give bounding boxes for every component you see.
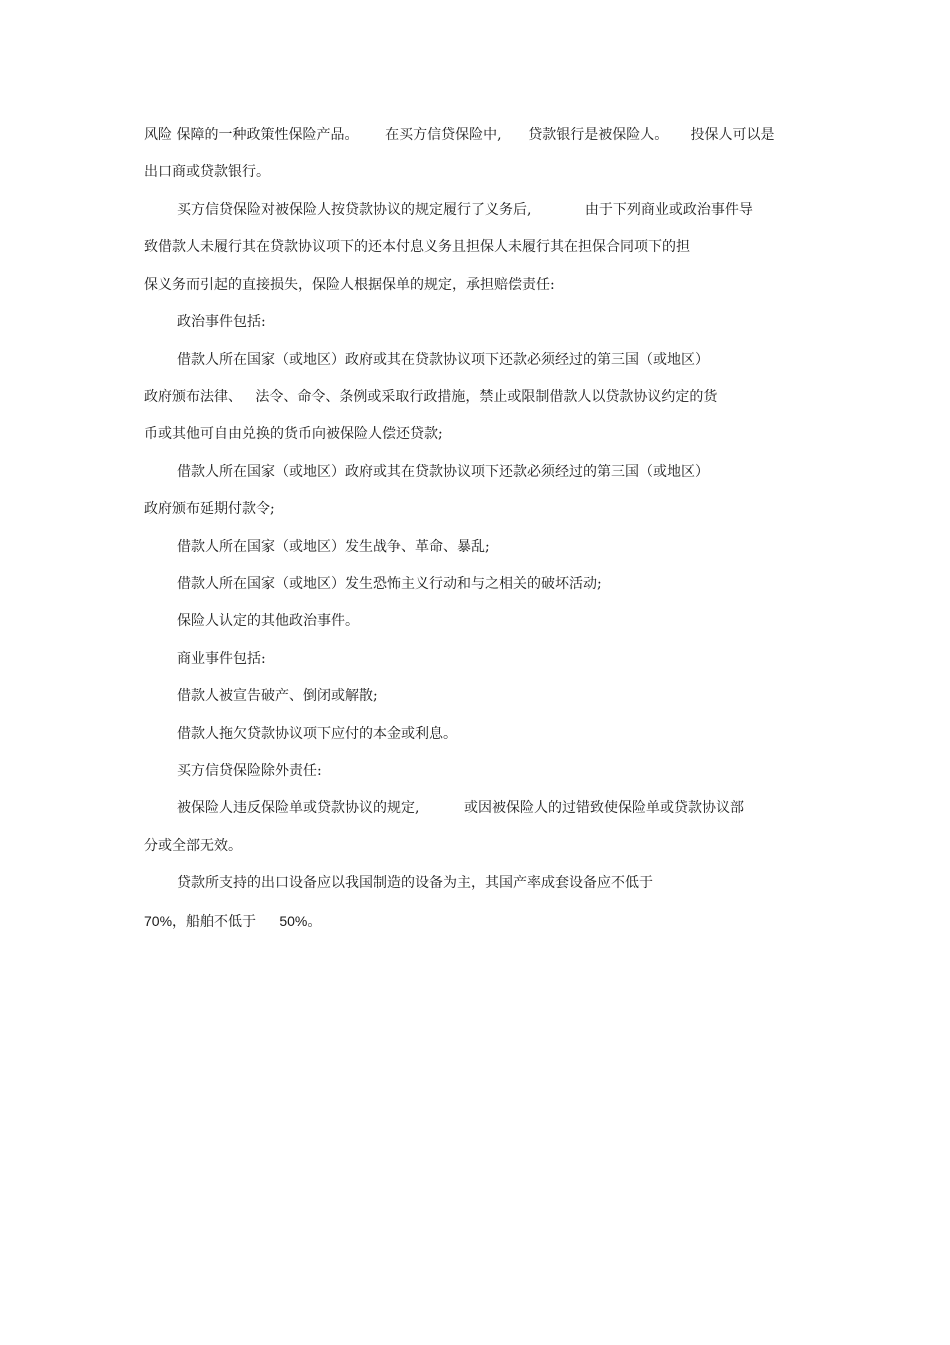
paragraph-line: 借款人所在国家（或地区）政府或其在贷款协议项下还款必须经过的第三国（或地区） — [177, 464, 709, 480]
paragraph-line: 买方信贷保险除外责任: — [177, 763, 322, 779]
paragraph-line: 贷款所支持的出口设备应以我国制造的设备为主，其国产率成套设备应不低于 — [177, 875, 653, 891]
paragraph-line: 币或其他可自由兑换的货币向被保险人偿还贷款; — [144, 426, 443, 442]
paragraph-line: 借款人所在国家（或地区）发生战争、革命、暴乱; — [177, 539, 490, 555]
paragraph-line: 买方信贷保险对被保险人按贷款协议的规定履行了义务后, 由于下列商业或政治事件导 — [177, 202, 753, 218]
paragraph-line: 借款人所在国家（或地区）发生恐怖主义行动和与之相关的破坏活动; — [177, 576, 602, 592]
paragraph-line: 分或全部无效。 — [144, 838, 242, 854]
paragraph-line: 借款人拖欠贷款协议项下应付的本金或利息。 — [177, 726, 457, 742]
paragraph-line: 保义务而引起的直接损失，保险人根据保单的规定，承担赔偿责任: — [144, 277, 555, 293]
paragraph-line: 借款人所在国家（或地区）政府或其在贷款协议项下还款必须经过的第三国（或地区） — [177, 352, 709, 368]
paragraph-line: 出口商或贷款银行。 — [144, 164, 270, 180]
paragraph-line: 政府颁布延期付款令; — [144, 501, 275, 517]
paragraph-line: 政府颁布法律、 法令、命令、条例或采取行政措施，禁止或限制借款人以贷款协议约定的货 — [144, 389, 718, 405]
paragraph-line: 商业事件包括: — [177, 651, 266, 667]
paragraph-line: 被保险人违反保险单或贷款协议的规定, 或因被保险人的过错致使保险单或贷款协议部 — [177, 800, 744, 816]
paragraph-line: 风险 保障的一种政策性保险产品。 在买方信贷保险中, 贷款银行是被保险人。 投保人可以是 — [144, 127, 775, 143]
paragraph-line: 致借款人未履行其在贷款协议项下的还本付息义务且担保人未履行其在担保合同项下的担 — [144, 239, 690, 255]
paragraph-line: 保险人认定的其他政治事件。 — [177, 613, 359, 629]
paragraph-line: 70%，船舶不低于 50%。 — [144, 913, 322, 929]
paragraph-line: 政治事件包括: — [177, 314, 266, 330]
paragraph-line: 借款人被宣告破产、倒闭或解散; — [177, 688, 378, 704]
